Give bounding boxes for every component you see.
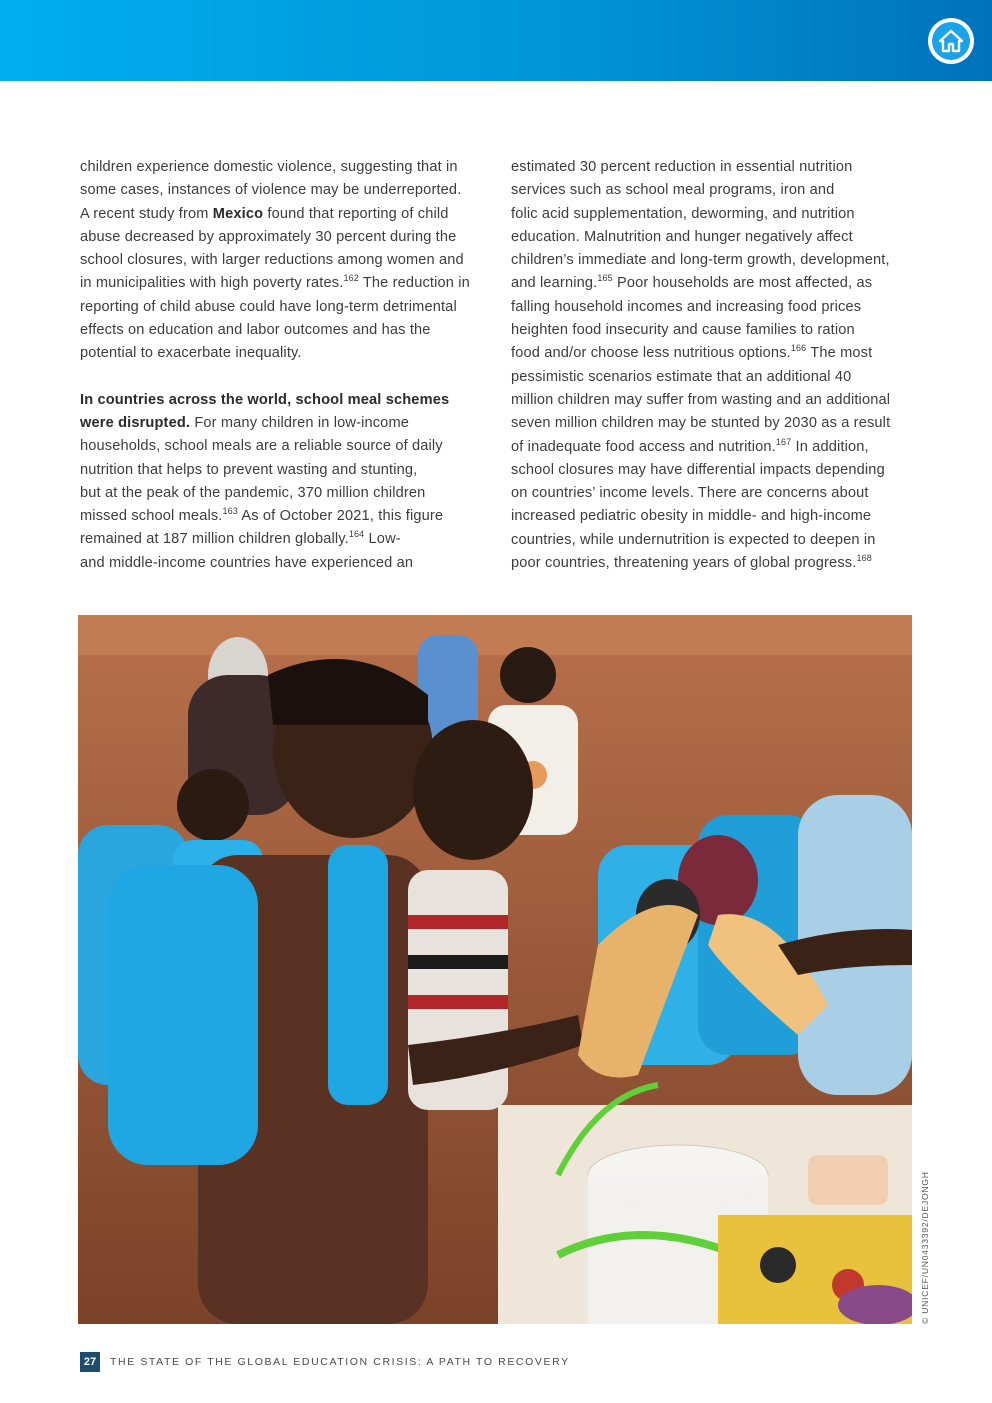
country-mexico: Mexico bbox=[212, 205, 264, 222]
text-line: missed school meals.$^{163}$ As of October 2021, this figure bbox=[80, 506, 444, 525]
text-line: estimated 30 percent reduction in essential nutrition bbox=[511, 159, 853, 175]
paragraph-child-abuse bbox=[80, 156, 480, 366]
text-line: children experience domestic violence, suggesting that in bbox=[80, 159, 458, 175]
report-title: THE STATE OF THE GLOBAL EDUCATION CRISIS: A PATH TO RECOVERY bbox=[110, 1356, 570, 1368]
left-text-column bbox=[80, 156, 480, 575]
text-line: potential to exacerbate inequality. bbox=[80, 345, 302, 362]
footnote-ref[interactable]: 165 bbox=[597, 273, 613, 284]
footnote-ref[interactable]: 162 bbox=[343, 273, 359, 284]
text-line: heighten food insecurity and cause families to ration bbox=[511, 322, 855, 339]
page-footer bbox=[80, 1352, 570, 1372]
lead-in-heading: In countries across the world, school meal schemes bbox=[80, 391, 450, 408]
text-line: and middle-income countries have experienced an bbox=[80, 554, 414, 571]
text-line: school closures, with larger reductions among women and bbox=[80, 252, 464, 269]
right-text-column bbox=[511, 156, 911, 575]
text-line: poor countries, threatening years of global progress.$^{168}$ bbox=[511, 553, 872, 572]
text-line: effects on education and labor outcomes and has the bbox=[80, 322, 431, 339]
photo-illustration bbox=[78, 615, 912, 1324]
text-line: food and/or choose less nutritious options.$^{166}$ The most bbox=[511, 343, 873, 362]
text-line: remained at 187 million children globally.$^{164}$ Low- bbox=[80, 529, 401, 548]
home-button[interactable] bbox=[928, 18, 974, 64]
paragraph-nutrition bbox=[511, 156, 911, 575]
text-line: million children may suffer from wasting and an additional bbox=[511, 391, 891, 408]
text-line: falling household incomes and increasing food prices bbox=[511, 298, 862, 315]
text-line: reporting of child abuse could have long-term detrimental bbox=[80, 298, 457, 315]
text-line: of inadequate food access and nutrition.$^{167}$ In addition, bbox=[511, 436, 869, 455]
text-line: but at the peak of the pandemic, 370 million children bbox=[80, 484, 426, 501]
lead-in-heading: were disrupted. bbox=[80, 414, 191, 431]
text-line: countries, while undernutrition is expected to deepen in bbox=[511, 531, 876, 548]
page-number: 27 bbox=[80, 1352, 100, 1372]
text-line bbox=[80, 389, 480, 412]
text-line: pessimistic scenarios estimate that an additional 40 bbox=[511, 368, 852, 385]
footnote-ref[interactable]: 166 bbox=[790, 343, 807, 354]
text-line: education. Malnutrition and hunger negatively affect bbox=[511, 228, 853, 245]
footnote-ref[interactable]: 167 bbox=[775, 436, 792, 447]
text-line: some cases, instances of violence may be underreported. bbox=[80, 182, 462, 199]
text-line: abuse decreased by approximately 30 percent during the bbox=[80, 228, 457, 245]
text-line: seven million children may be stunted by 2030 as a result bbox=[511, 415, 891, 432]
text-line: increased pediatric obesity in middle- and high-income bbox=[511, 508, 872, 525]
text-line: services such as school meal programs, iron and bbox=[511, 182, 835, 199]
text-line: and learning.$^{165}$ Poor households are most affected, as bbox=[511, 273, 873, 292]
text-line: A recent study from Mexico found that reporting of child bbox=[80, 205, 449, 222]
footnote-ref[interactable]: 168 bbox=[856, 553, 872, 564]
paragraph-school-meals bbox=[80, 389, 480, 575]
children-school-meal-photo bbox=[78, 615, 912, 1324]
text-line: in municipalities with high poverty rates.$^{162}$ The reduction in bbox=[80, 273, 470, 292]
text-line: households, school meals are a reliable source of daily bbox=[80, 438, 443, 455]
text-line: on countries’ income levels. There are concerns about bbox=[511, 485, 869, 502]
footnote-ref[interactable]: 163 bbox=[222, 506, 238, 517]
text-line: children’s immediate and long-term growth, development, bbox=[511, 252, 890, 269]
photo-credit: © UNICEF/UN0433392/DEJONGH bbox=[920, 1171, 930, 1324]
home-icon bbox=[932, 22, 970, 60]
footnote-ref[interactable]: 164 bbox=[348, 529, 365, 540]
text-line: nutrition that helps to prevent wasting and stunting, bbox=[80, 461, 418, 478]
text-line: folic acid supplementation, deworming, and nutrition bbox=[511, 205, 855, 222]
header-bar bbox=[0, 0, 992, 81]
text-line: school closures may have differential impacts depending bbox=[511, 461, 885, 478]
text-line: were disrupted. For many children in low-income bbox=[80, 414, 410, 431]
